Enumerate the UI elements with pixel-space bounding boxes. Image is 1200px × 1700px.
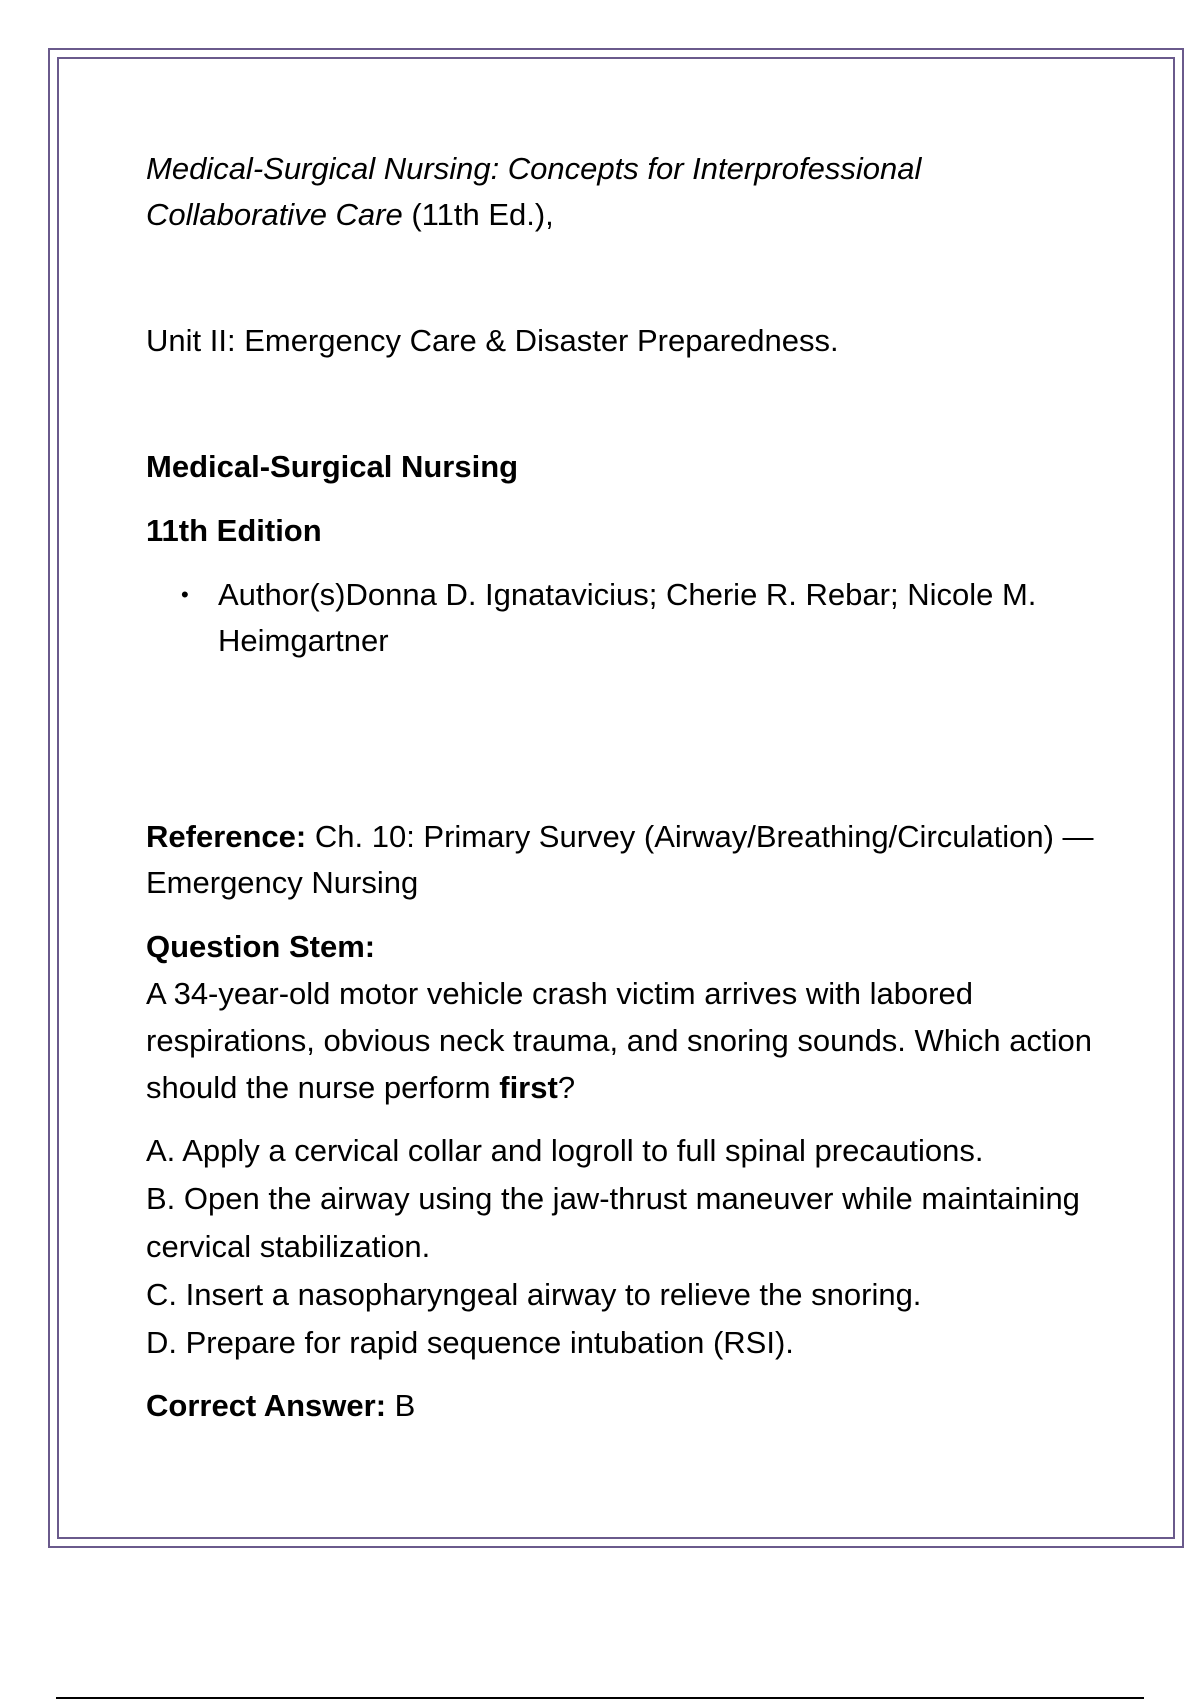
question-stem-label: Question Stem:: [146, 929, 376, 964]
correct-answer-value: B: [386, 1388, 416, 1423]
unit-heading: Unit II: Emergency Care & Disaster Preparedness.: [146, 323, 839, 358]
book-edition-suffix: (11th Ed.),: [402, 197, 554, 232]
question-text-before: A 34-year-old motor vehicle crash victim arrives with labored respirations, obvious neck trauma, and snoring sounds. Which action should the nurse perform: [146, 976, 1092, 1105]
option-d: D. Prepare for rapid sequence intubation (RSI).: [146, 1325, 794, 1360]
question-text-after: ?: [557, 1070, 576, 1105]
question-stem-text: [146, 970, 1106, 1111]
document-body: [146, 146, 1106, 1429]
reference: [146, 814, 1106, 906]
reference-label: Reference:: [146, 819, 307, 854]
author-list: [146, 572, 1106, 664]
option-a: A. Apply a cervical collar and logroll to full spinal precautions.: [146, 1133, 984, 1168]
bullet-icon: •: [181, 582, 189, 607]
question-emphasis: first: [499, 1070, 558, 1105]
book-title-line1: Medical-Surgical Nursing: Concepts for Interprofessional: [146, 151, 922, 186]
correct-answer-label: Correct Answer:: [146, 1388, 387, 1423]
authors-text: Author(s)Donna D. Ignatavicius; Cherie R. Rebar; Nicole M. Heimgartner: [218, 577, 1037, 658]
correct-answer: [146, 1383, 1106, 1429]
option-c: C. Insert a nasopharyngeal airway to relieve the snoring.: [146, 1277, 922, 1312]
edition-label: 11th Edition: [146, 513, 322, 548]
book-citation: [146, 146, 1106, 238]
answer-options: [146, 1127, 1106, 1367]
book-title-line2: Collaborative Care: [146, 197, 403, 232]
list-item: [181, 572, 1106, 664]
option-b: B. Open the airway using the jaw-thrust maneuver while maintaining cervical stabilization.: [146, 1181, 1080, 1264]
footer-divider: [56, 1697, 1144, 1699]
book-name: Medical-Surgical Nursing: [146, 449, 519, 484]
reference-text: Ch. 10: Primary Survey (Airway/Breathing/Circulation) — Emergency Nursing: [146, 819, 1094, 900]
